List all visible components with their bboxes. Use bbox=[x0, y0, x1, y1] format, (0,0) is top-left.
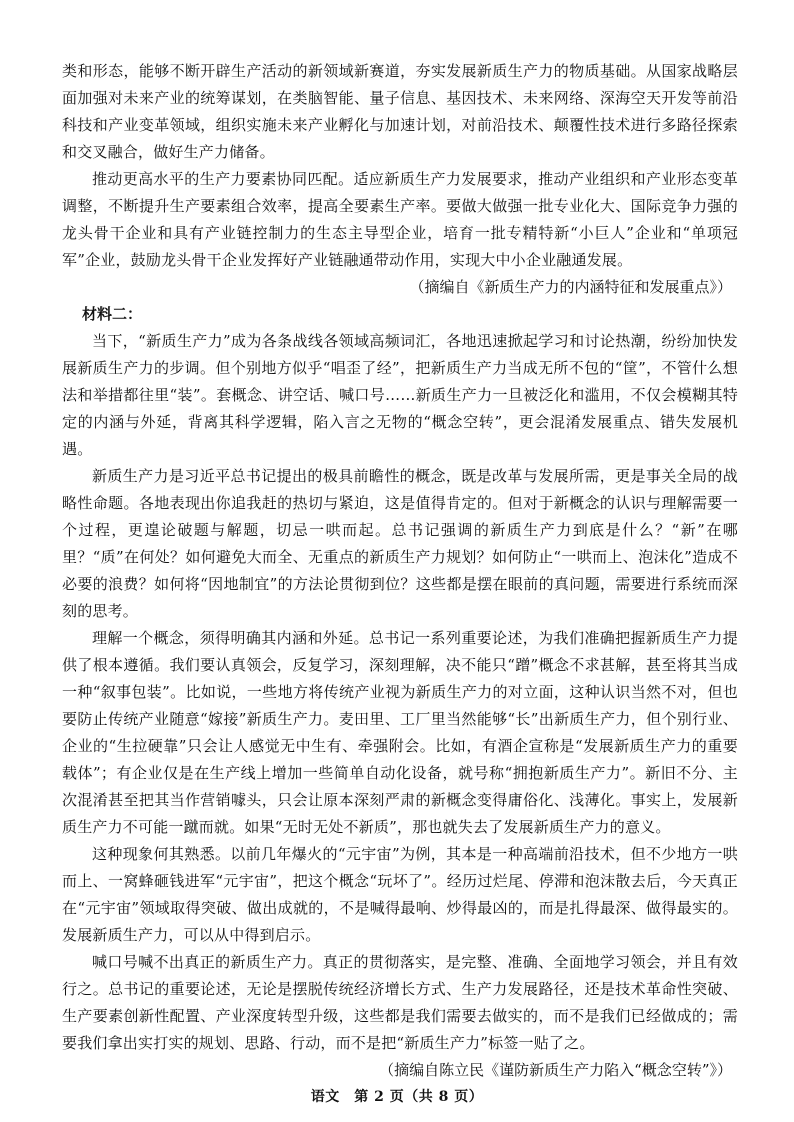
source-citation: （摘编自陈立民《谨防新质生产力陷入“概念空转”》） bbox=[379, 1061, 732, 1079]
paragraph: 新质生产力是习近平总书记提出的极具前瞻性的概念，既是改革与发展所需，更是事关全局的战略性命题。各地表现出你追我赶的热切与紧迫，这是值得肯定的。但对于新概念的认识与理解需要一个过程，更遑论破题与解题，切忌一哄而起。总书记强调的新质生产力到底是什么？“新”在哪里？“质”在何处？如何避免大而全、无重点的新质生产力规划？如何防止“一哄而上、泡沫化”造成不必要的浪费？如何将“因地制宜”的方法论贯彻到位？这些都是摆在眼前的真问题，需要进行系统而深刻的思考。 bbox=[62, 467, 738, 620]
paragraph: 类和形态，能够不断开辟生产活动的新领域新赛道，夯实发展新质生产力的物质基础。从国家战略层面加强对未来产业的统筹谋划，在类脑智能、量子信息、基因技术、未来网络、深海空天开发等前沿科技和产业变革领域，组织实施未来产业孵化与加速计划，对前沿技术、颠覆性技术进行多路径探索和交叉融合，做好生产力储备。 bbox=[62, 62, 738, 161]
paragraph: 推动更高水平的生产力要素协同匹配。适应新质生产力发展要求，推动产业组织和产业形态变革调整，不断提升生产要素组合效率，提高全要素生产率。要做大做强一批专业化大、国际竞争力强的龙头骨干企业和具有产业链控制力的生态主导型企业，培育一批专精特新“小巨人”企业和“单项冠军”企业，鼓励龙头骨干企业发挥好产业链融通带动作用，实现大中小企业融通发展。 bbox=[62, 170, 738, 269]
paragraph: 喊口号喊不出真正的新质生产力。真正的贯彻落实，是完整、准确、全面地学习领会，并且有效行之。总书记的重要论述，无论是摆脱传统经济增长方式、生产力发展路径，还是技术革命性突破、生产要素创新性配置、产业深度转型升级，这些都是我们需要去做实的，而不是我们已经做成的；需要我们拿出实打实的规划、思路、行动，而不是把“新质生产力”标签一贴了之。 bbox=[62, 953, 738, 1052]
page-content bbox=[62, 58, 738, 1084]
paragraph: 这种现象何其熟悉。以前几年爆火的“元宇宙”为例，其本是一种高端前沿技术，但不少地方一哄而上、一窝蜂砸钱进军“元宇宙”，把这个概念“玩坏了”。经历过烂尾、停滞和泡沫散去后，今天真正在“元宇宙”领域取得突破、做出成就的，不是喊得最响、炒得最凶的，而是扎得最深、做得最实的。发展新质生产力，可以从中得到启示。 bbox=[62, 845, 738, 944]
source-citation: （摘编自《新质生产力的内涵特征和发展重点》） bbox=[409, 278, 732, 296]
material-heading: 材料二： bbox=[82, 305, 143, 323]
paragraph: 理解一个概念，须得明确其内涵和外延。总书记一系列重要论述，为我们准确把握新质生产力提供了根本遵循。我们要认真领会，反复学习，深刻理解，决不能只“蹭”概念不求甚解，甚至将其当成一种“叙事包装”。比如说，一些地方将传统产业视为新质生产力的对立面，这种认识当然不对，但也要防止传统产业随意“嫁接”新质生产力。麦田里、工厂里当然能够“长”出新质生产力，但个别行业、企业的“生拉硬靠”只会让人感觉无中生有、牵强附会。比如，有酒企宣称是“发展新质生产力的重要载体”；有企业仅是在生产线上增加一些简单自动化设备，就号称“拥抱新质生产力”。新旧不分、主次混淆甚至把其当作营销噱头，只会让原本深刻严肃的新概念变得庸俗化、浅薄化。事实上，发展新质生产力不可能一蹴而就。如果“无时无处不新质”，那也就失去了发展新质生产力的意义。 bbox=[62, 629, 738, 836]
page-footer: 语文 第 2 页（共 8 页） bbox=[310, 1089, 484, 1105]
paragraph: 当下，“新质生产力”成为各条战线各领域高频词汇，各地迅速掀起学习和讨论热潮，纷纷加快发展新质生产力的步调。但个别地方似乎“唱歪了经”，把新质生产力当成无所不包的“筐”，不管什么想法和举措都往里“装”。套概念、讲空话、喊口号……新质生产力一旦被泛化和滥用，不仅会模糊其特定的内涵与外延，背离其科学逻辑，陷入言之无物的“概念空转”，更会混淆发展重点、错失发展机遇。 bbox=[62, 332, 738, 458]
